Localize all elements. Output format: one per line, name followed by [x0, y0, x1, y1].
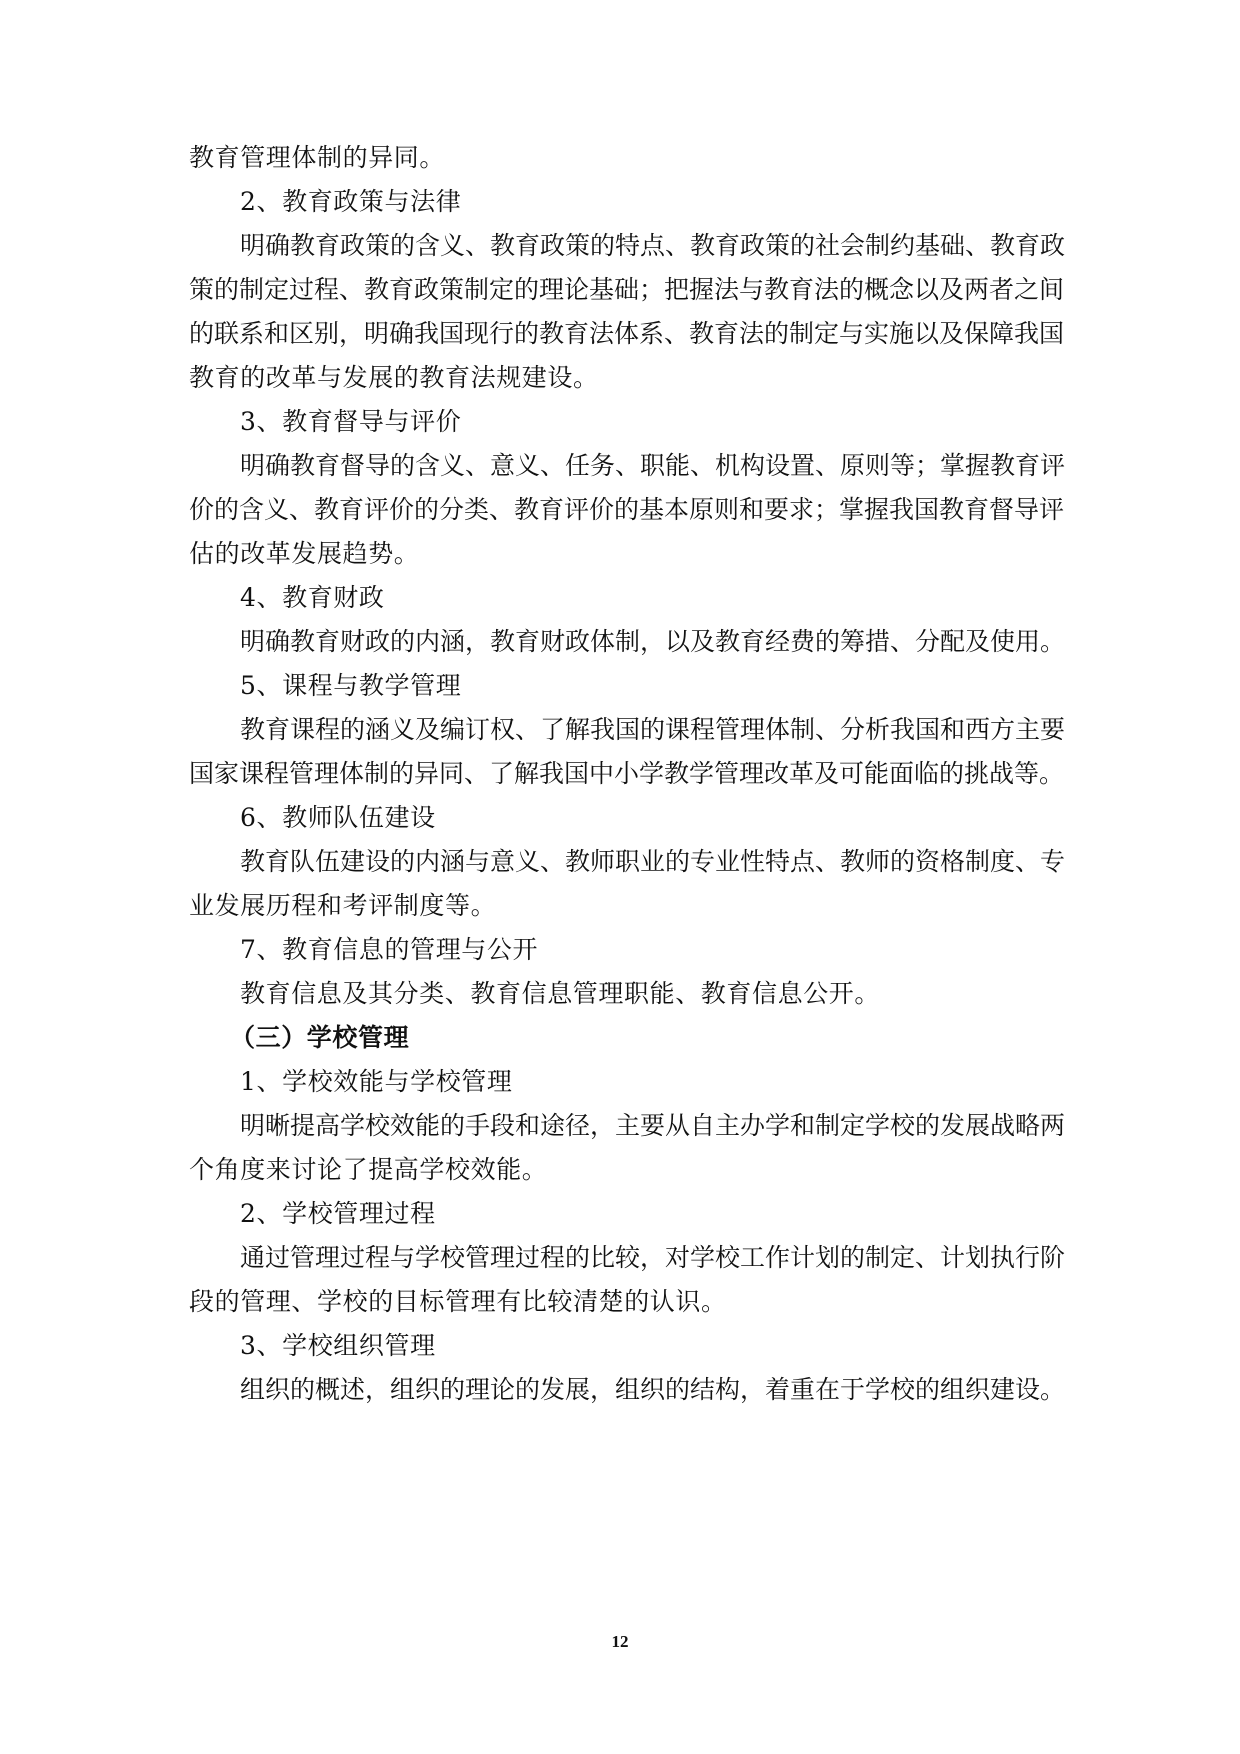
paragraph-line: 个角度来讨论了提高学校效能。 — [189, 1155, 548, 1184]
paragraph-line: 明晰提高学校效能的手段和途径，主要从自主办学和制定学校的发展战略两 — [240, 1111, 1066, 1140]
paragraph-line: 教育课程的涵义及编订权、了解我国的课程管理体制、分析我国和西方主要 — [240, 715, 1066, 744]
subsection-heading: 6、教师队伍建设 — [240, 803, 436, 832]
paragraph-line: 通过管理过程与学校管理过程的比较，对学校工作计划的制定、计划执行阶 — [240, 1243, 1066, 1272]
subsection-heading: 4、教育财政 — [240, 583, 385, 612]
paragraph-line: 策的制定过程、教育政策制定的理论基础；把握法与教育法的概念以及两者之间 — [189, 275, 1065, 304]
paragraph-line: 估的改革发展趋势。 — [189, 539, 420, 568]
paragraph-line: 国家课程管理体制的异同、了解我国中小学教学管理改革及可能面临的挑战等。 — [189, 759, 1065, 788]
paragraph-line: 业发展历程和考评制度等。 — [189, 891, 497, 920]
subsection-heading: 7、教育信息的管理与公开 — [240, 935, 539, 964]
subsection-heading: 3、学校组织管理 — [240, 1331, 436, 1360]
paragraph-line: 教育的改革与发展的教育法规建设。 — [189, 363, 599, 392]
paragraph-line: 明确教育财政的内涵，教育财政体制，以及教育经费的筹措、分配及使用。 — [240, 627, 1066, 656]
subsection-heading: 5、课程与教学管理 — [240, 671, 462, 700]
paragraph-line: 段的管理、学校的目标管理有比较清楚的认识。 — [189, 1287, 727, 1316]
paragraph-line: 的联系和区别，明确我国现行的教育法体系、教育法的制定与实施以及保障我国 — [189, 319, 1065, 348]
subsection-heading: 3、教育督导与评价 — [240, 407, 462, 436]
paragraph-line: 教育队伍建设的内涵与意义、教师职业的专业性特点、教师的资格制度、专 — [240, 847, 1066, 876]
paragraph-line: 教育信息及其分类、教育信息管理职能、教育信息公开。 — [240, 979, 881, 1008]
section-heading: （三）学校管理 — [230, 1023, 410, 1052]
paragraph-line: 明确教育督导的含义、意义、任务、职能、机构设置、原则等；掌握教育评 — [240, 451, 1066, 480]
paragraph-line: 价的含义、教育评价的分类、教育评价的基本原则和要求；掌握我国教育督导评 — [189, 495, 1065, 524]
paragraph-continuation: 教育管理体制的异同。 — [189, 143, 446, 172]
paragraph-line: 组织的概述，组织的理论的发展，组织的结构，着重在于学校的组织建设。 — [240, 1375, 1066, 1404]
subsection-heading: 2、教育政策与法律 — [240, 187, 462, 216]
page-number: 12 — [611, 1632, 629, 1651]
paragraph-line: 明确教育政策的含义、教育政策的特点、教育政策的社会制约基础、教育政 — [240, 231, 1066, 260]
subsection-heading: 1、学校效能与学校管理 — [240, 1067, 513, 1096]
subsection-heading: 2、学校管理过程 — [240, 1199, 436, 1228]
